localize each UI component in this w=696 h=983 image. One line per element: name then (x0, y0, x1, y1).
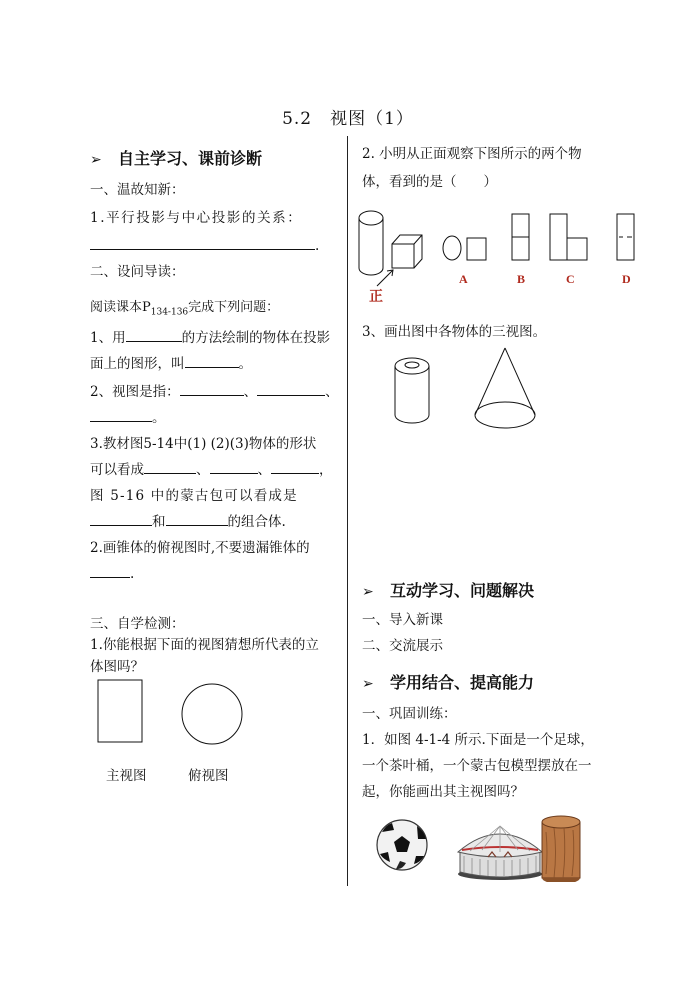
page-title: 5.2 视图（1） (282, 109, 414, 129)
guess-views-figure (94, 676, 254, 748)
option-a-square (467, 238, 486, 260)
answer-blank (271, 459, 319, 474)
objects-picture (372, 812, 587, 882)
question-3-line-b: 可以看成 、 、 ， (90, 456, 333, 484)
answer-blank (257, 381, 325, 396)
question-1-line-a: 1、用 的方法绘制的物体在投影 (90, 324, 330, 352)
guide-intro: 阅读课本$P_{134-136}$完成下列问题： (90, 300, 280, 318)
column-divider (347, 136, 348, 886)
option-a-label: A (459, 272, 468, 286)
review-heading: 一、温故知新： (90, 182, 185, 198)
right-question-2-line-a: 2. 小明从正面观察下图所示的两个物 (362, 146, 582, 162)
cylinder-drawing (395, 358, 429, 423)
answer-blank (90, 511, 152, 526)
answer-blank (90, 563, 130, 578)
observation-figure (355, 200, 645, 310)
option-c-figure (550, 214, 587, 260)
review-answer-line: . (90, 232, 319, 260)
front-direction-label: 正 (369, 290, 383, 305)
answer-blank (166, 511, 228, 526)
practice-question-line-c: 起，你能画出其主视图吗？ (362, 784, 524, 800)
cube-object (392, 235, 422, 268)
football-image (377, 820, 427, 870)
front-view-caption: 主视图 (106, 768, 147, 784)
section-heading-self-study: ➢ 自主学习、课前诊断 (90, 149, 263, 168)
three-views-figure (385, 345, 545, 435)
cone-drawing (475, 348, 535, 428)
question-4-line-b: . (90, 560, 134, 588)
check-question-line-b: 体图吗？ (90, 659, 144, 675)
tea-can-image (542, 816, 580, 882)
arrow-icon: ➢ (90, 152, 102, 168)
yurt-image (458, 826, 542, 880)
option-b-figure (512, 214, 529, 260)
question-2-line-b: 。 (90, 404, 166, 432)
section-heading-interactive: ➢ 互动学习、问题解决 (362, 581, 535, 600)
answer-blank (185, 353, 239, 368)
right-question-2-line-b: 体，看到的是（ ） (362, 174, 497, 190)
option-d-figure (617, 214, 634, 260)
question-3-line-c: 图 5-16 中的蒙古包可以看成是 (90, 488, 298, 504)
answer-blank (90, 407, 152, 422)
arrow-icon: ➢ (362, 584, 374, 600)
answer-blank (180, 381, 244, 396)
option-c-label: C (566, 272, 575, 286)
answer-blank (90, 235, 315, 250)
answer-blank (126, 327, 182, 342)
front-view-rectangle (98, 680, 142, 742)
question-4-line-a: 2.画锥体的俯视图时,不要遗漏锥体的 (90, 540, 310, 556)
check-question-line-a: 1.你能根据下面的视图猜想所代表的立 (90, 637, 319, 653)
question-1-line-b: 面上的图形，叫 。 (90, 350, 252, 378)
option-d-label: D (622, 272, 631, 286)
question-3-line-d: 和 的组合体. (90, 508, 286, 536)
practice-question-line-a: 1．如图 4-1-4 所示.下面是一个足球， (362, 732, 594, 748)
guide-heading: 二、设问导读： (90, 264, 185, 280)
question-2-line-a: 2、视图是指： 、 、 (90, 378, 339, 406)
option-a-ellipse (443, 236, 461, 260)
section-heading-apply: ➢ 学用结合、提高能力 (362, 673, 535, 692)
arrow-icon: ➢ (362, 676, 374, 692)
answer-blank (144, 459, 196, 474)
top-view-circle (182, 684, 242, 744)
cylinder-object (359, 211, 383, 275)
top-view-caption: 俯视图 (188, 768, 229, 784)
option-b-label: B (517, 272, 526, 286)
practice-heading: 一、巩固训练： (362, 706, 457, 722)
review-question: 1.平行投影与中心投影的关系： (90, 210, 303, 226)
check-heading: 三、自学检测： (90, 616, 185, 632)
view-direction-arrow (377, 270, 393, 286)
exchange-display: 二、交流展示 (362, 638, 443, 654)
question-3-line-a: 3.教材图5-14中(1) (2)(3)物体的形状 (90, 436, 317, 452)
intro-lesson: 一、导入新课 (362, 612, 443, 628)
answer-blank (210, 459, 258, 474)
right-question-3: 3、画出图中各物体的三视图。 (362, 324, 547, 340)
practice-question-line-b: 一个茶叶桶，一个蒙古包模型摆放在一 (362, 758, 592, 774)
